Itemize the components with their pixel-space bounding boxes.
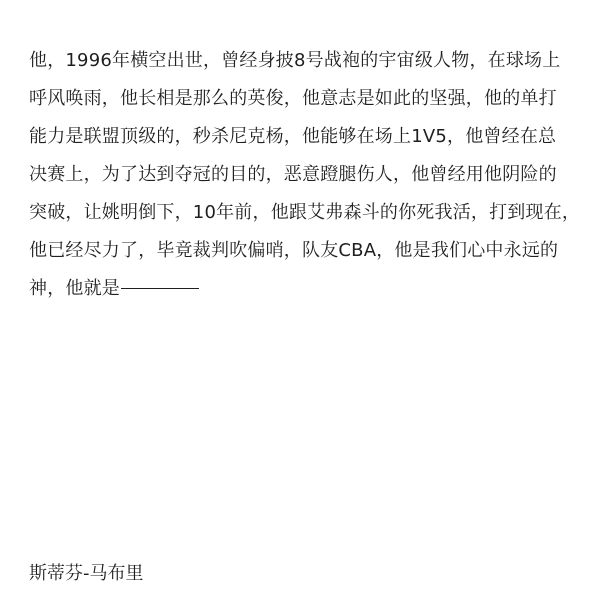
post-text-block: [29, 42, 589, 308]
post-line: 决赛上，为了达到夺冠的目的，恶意蹬腿伤人，他曾经用他阴险的: [29, 164, 557, 185]
post-line-last: [29, 270, 589, 308]
answer-text: 斯蒂芬-马布里: [29, 563, 144, 584]
post-line: 能力是联盟顶级的，秒杀尼克杨，他能够在场上1V5，他曾经在总: [29, 126, 557, 147]
answer-blank: [121, 288, 199, 289]
post-line-last-text: 神，他就是: [29, 278, 120, 299]
post-line: 突破，让姚明倒下，10年前，他跟艾弗森斗的你死我活，打到现在，: [29, 202, 581, 223]
post-line: 他，1996年横空出世，曾经身披8号战袍的宇宙级人物，在球场上: [29, 50, 561, 71]
post-line: 他已经尽力了，毕竟裁判吹偏哨，队友CBA，他是我们心中永远的: [29, 240, 559, 261]
post-line: 呼风唤雨，他长相是那么的英俊，他意志是如此的坚强，他的单打: [29, 88, 557, 109]
